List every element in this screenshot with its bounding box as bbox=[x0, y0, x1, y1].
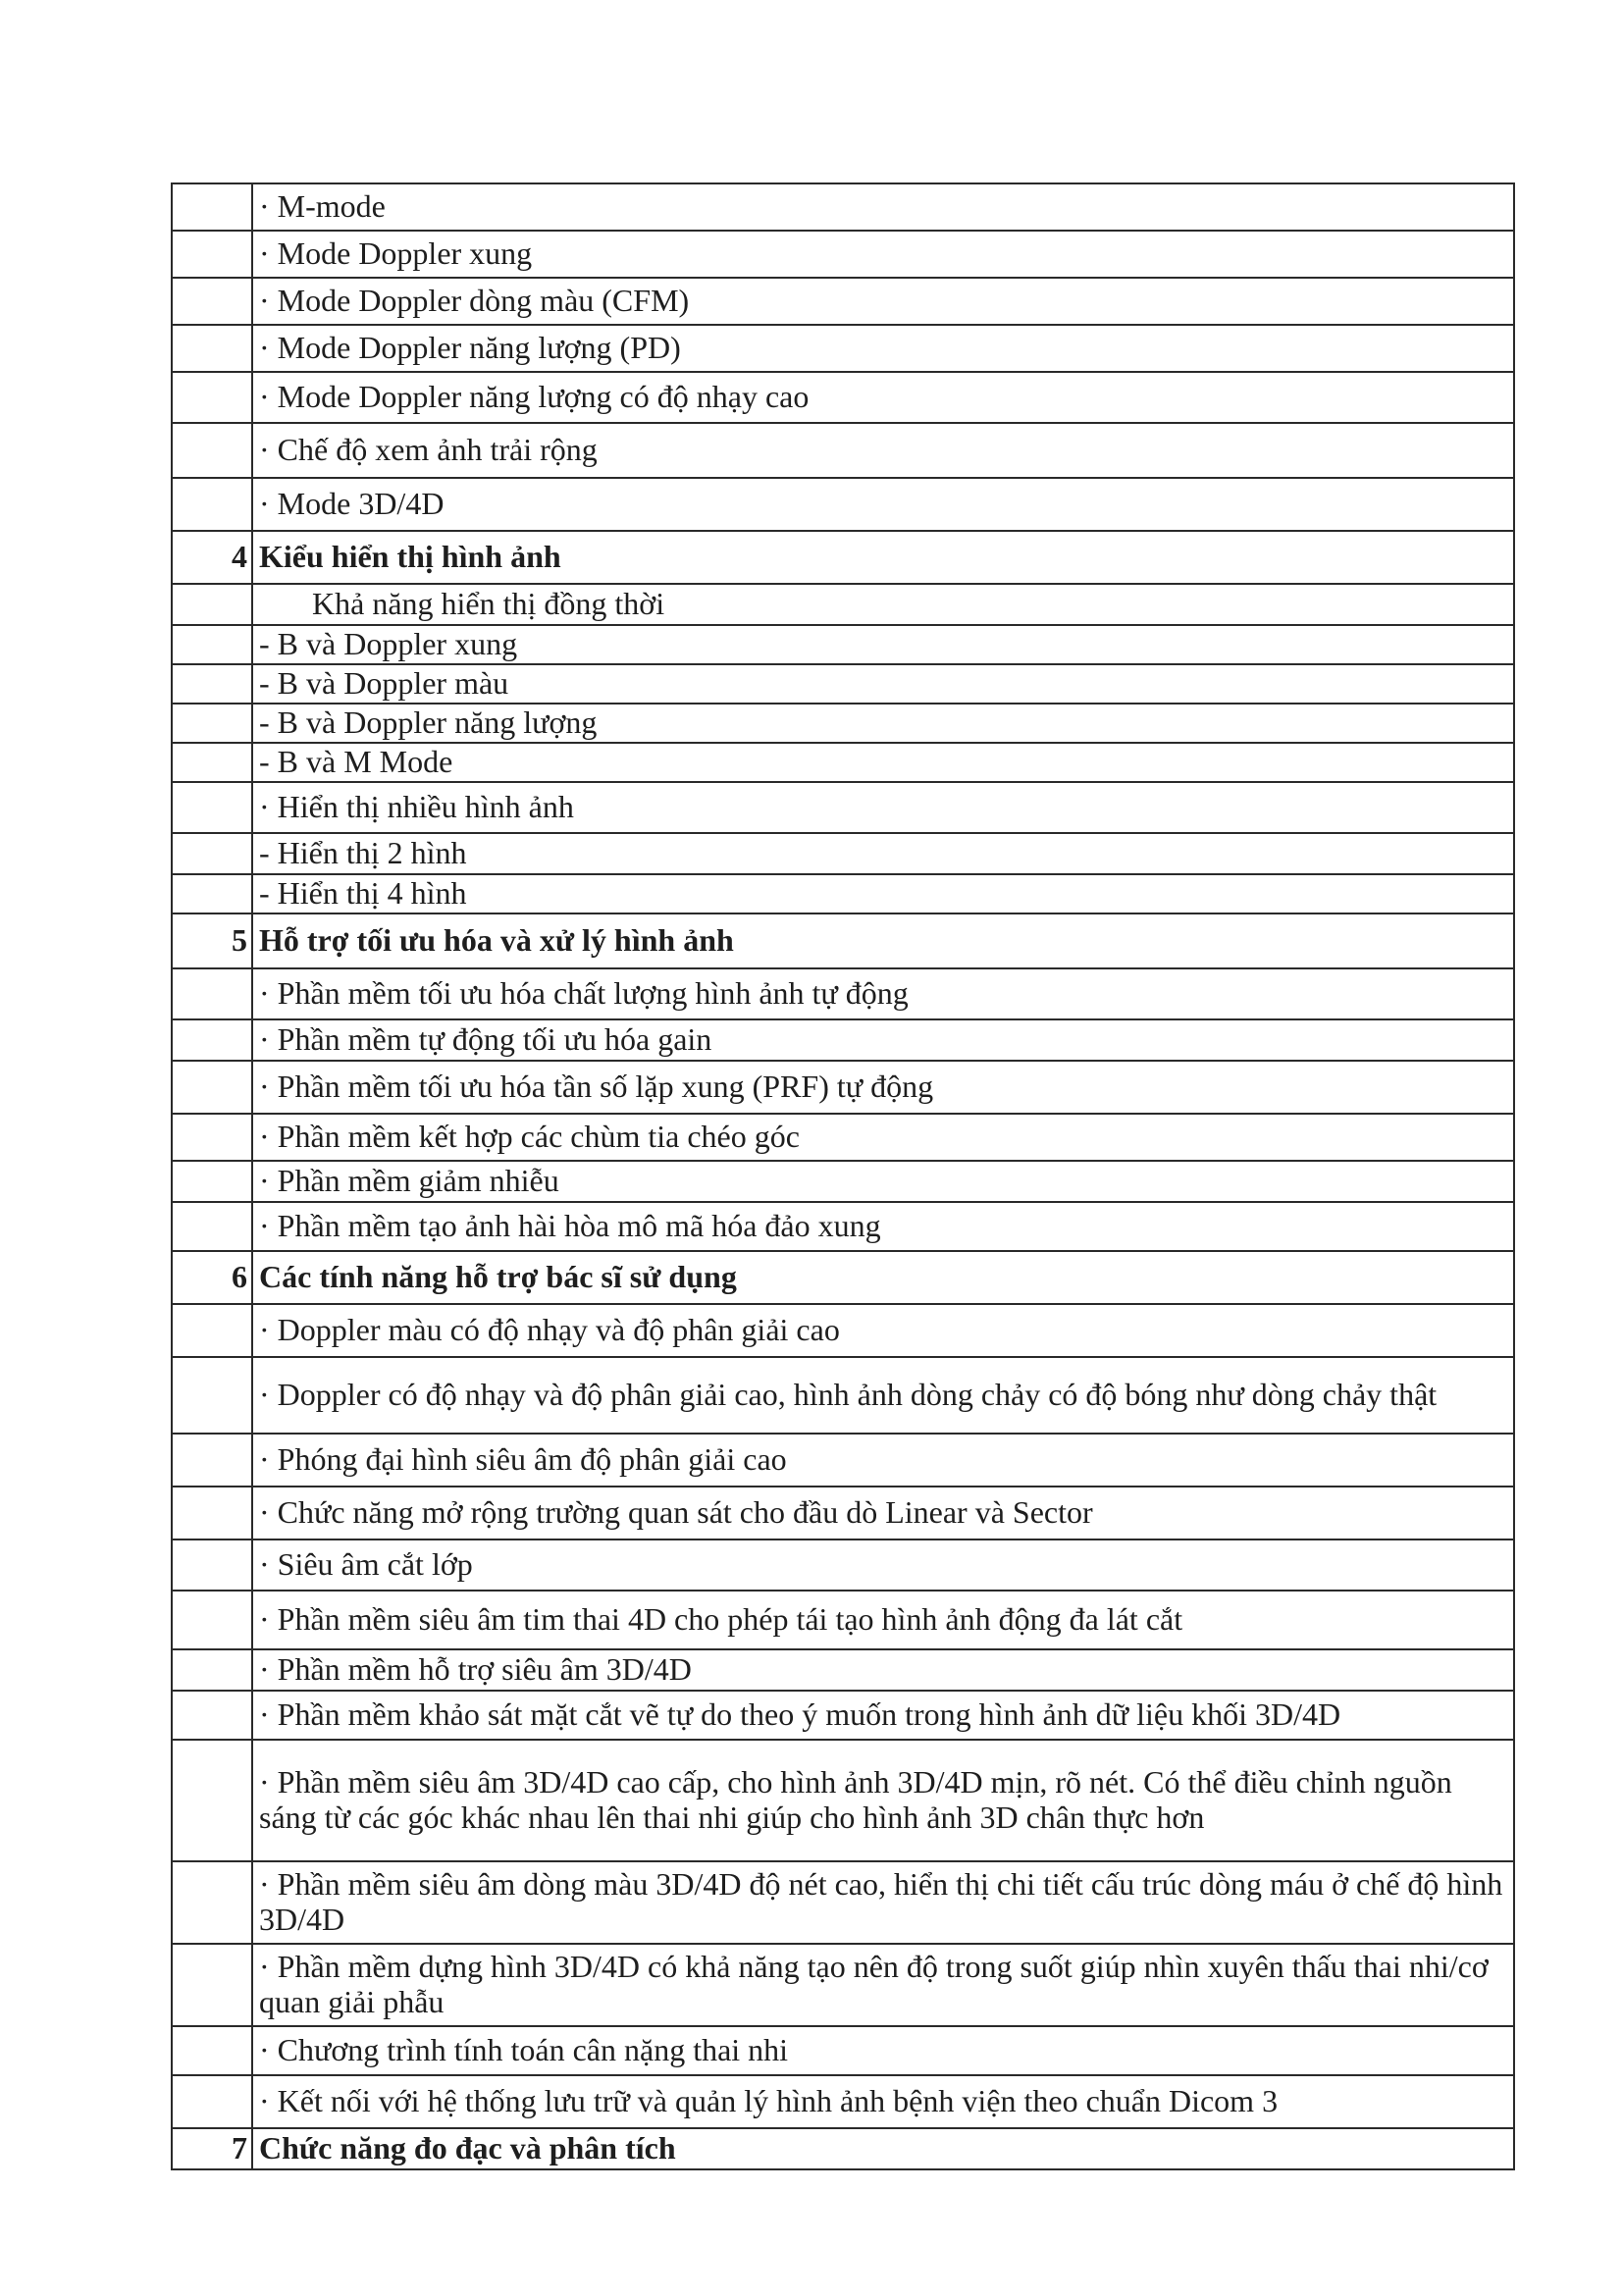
section-number bbox=[172, 1161, 252, 1202]
section-title: Chức năng đo đạc và phân tích bbox=[252, 2128, 1514, 2169]
table-row bbox=[172, 743, 1514, 782]
item-text: - B và Doppler màu bbox=[252, 664, 1514, 704]
item-text: · Chế độ xem ảnh trải rộng bbox=[252, 423, 1514, 478]
section-title: Hỗ trợ tối ưu hóa và xử lý hình ảnh bbox=[252, 913, 1514, 968]
table-row bbox=[172, 183, 1514, 231]
spec-table-body bbox=[172, 183, 1514, 2169]
table-row bbox=[172, 423, 1514, 478]
section-number bbox=[172, 325, 252, 372]
section-number: 4 bbox=[172, 531, 252, 584]
item-text: · Phần mềm siêu âm 3D/4D cao cấp, cho hình ảnh 3D/4D mịn, rõ nét. Có thể điều chỉnh nguồn sáng từ các góc khác nhau lên thai nhi giúp cho hình ảnh 3D chân thực hơn bbox=[252, 1740, 1514, 1861]
item-text: · Phần mềm khảo sát mặt cắt vẽ tự do theo ý muốn trong hình ảnh dữ liệu khối 3D/4D bbox=[252, 1691, 1514, 1740]
table-row bbox=[172, 584, 1514, 625]
section-heading-row bbox=[172, 913, 1514, 968]
table-row bbox=[172, 1357, 1514, 1434]
table-row bbox=[172, 1539, 1514, 1591]
item-text: - Hiển thị 2 hình bbox=[252, 833, 1514, 874]
section-number bbox=[172, 1114, 252, 1161]
item-text: · Mode Doppler năng lượng có độ nhạy cao bbox=[252, 372, 1514, 423]
section-number: 5 bbox=[172, 913, 252, 968]
section-number bbox=[172, 278, 252, 325]
section-number bbox=[172, 2026, 252, 2075]
item-text: Khả năng hiển thị đồng thời bbox=[252, 584, 1514, 625]
item-text: · Mode 3D/4D bbox=[252, 478, 1514, 531]
table-row bbox=[172, 1944, 1514, 2026]
section-number bbox=[172, 664, 252, 704]
section-number bbox=[172, 1861, 252, 1944]
item-text: · Phần mềm dựng hình 3D/4D có khả năng tạo nên độ trong suốt giúp nhìn xuyên thấu thai nhi/cơ quan giải phẫu bbox=[252, 1944, 1514, 2026]
item-text: · M-mode bbox=[252, 183, 1514, 231]
table-row bbox=[172, 325, 1514, 372]
section-number bbox=[172, 1591, 252, 1649]
section-number bbox=[172, 231, 252, 278]
item-text: · Hiển thị nhiều hình ảnh bbox=[252, 782, 1514, 833]
item-text: · Mode Doppler năng lượng (PD) bbox=[252, 325, 1514, 372]
section-number bbox=[172, 1487, 252, 1539]
section-number bbox=[172, 968, 252, 1019]
table-row bbox=[172, 1061, 1514, 1114]
section-number bbox=[172, 833, 252, 874]
section-number bbox=[172, 782, 252, 833]
section-number bbox=[172, 584, 252, 625]
table-row bbox=[172, 278, 1514, 325]
table-row bbox=[172, 231, 1514, 278]
item-text: · Phóng đại hình siêu âm độ phân giải cao bbox=[252, 1434, 1514, 1487]
section-number bbox=[172, 372, 252, 423]
item-text: · Phần mềm tự động tối ưu hóa gain bbox=[252, 1019, 1514, 1061]
table-row bbox=[172, 704, 1514, 743]
table-row bbox=[172, 1591, 1514, 1649]
item-text: · Phần mềm tạo ảnh hài hòa mô mã hóa đảo xung bbox=[252, 1202, 1514, 1251]
table-row bbox=[172, 1740, 1514, 1861]
item-text: · Chức năng mở rộng trường quan sát cho đầu dò Linear và Sector bbox=[252, 1487, 1514, 1539]
table-row bbox=[172, 1161, 1514, 1202]
section-number bbox=[172, 1740, 252, 1861]
item-text: · Kết nối với hệ thống lưu trữ và quản lý hình ảnh bệnh viện theo chuẩn Dicom 3 bbox=[252, 2075, 1514, 2128]
table-row bbox=[172, 1861, 1514, 1944]
table-row bbox=[172, 1114, 1514, 1161]
table-row bbox=[172, 372, 1514, 423]
item-text: · Siêu âm cắt lớp bbox=[252, 1539, 1514, 1591]
table-row bbox=[172, 1019, 1514, 1061]
section-heading-row bbox=[172, 531, 1514, 584]
table-row bbox=[172, 478, 1514, 531]
section-number bbox=[172, 1944, 252, 2026]
section-heading-row bbox=[172, 1251, 1514, 1304]
section-number bbox=[172, 1019, 252, 1061]
item-text: · Phần mềm hỗ trợ siêu âm 3D/4D bbox=[252, 1649, 1514, 1691]
section-number bbox=[172, 704, 252, 743]
table-row bbox=[172, 1649, 1514, 1691]
section-number bbox=[172, 874, 252, 913]
section-number bbox=[172, 1304, 252, 1357]
item-text: · Phần mềm siêu âm tim thai 4D cho phép tái tạo hình ảnh động đa lát cắt bbox=[252, 1591, 1514, 1649]
table-row bbox=[172, 2026, 1514, 2075]
section-number: 7 bbox=[172, 2128, 252, 2169]
item-text: · Doppler có độ nhạy và độ phân giải cao, hình ảnh dòng chảy có độ bóng như dòng chảy thật bbox=[252, 1357, 1514, 1434]
table-row bbox=[172, 833, 1514, 874]
section-number bbox=[172, 1202, 252, 1251]
table-row bbox=[172, 2075, 1514, 2128]
section-title: Kiểu hiển thị hình ảnh bbox=[252, 531, 1514, 584]
item-text: · Phần mềm siêu âm dòng màu 3D/4D độ nét cao, hiển thị chi tiết cấu trúc dòng máu ở chế độ hình 3D/4D bbox=[252, 1861, 1514, 1944]
item-text: - Hiển thị 4 hình bbox=[252, 874, 1514, 913]
spec-table bbox=[171, 183, 1515, 2170]
table-row bbox=[172, 1691, 1514, 1740]
section-number bbox=[172, 1649, 252, 1691]
table-row bbox=[172, 1487, 1514, 1539]
item-text: - B và Doppler xung bbox=[252, 625, 1514, 664]
item-text: · Phần mềm tối ưu hóa chất lượng hình ảnh tự động bbox=[252, 968, 1514, 1019]
section-number bbox=[172, 183, 252, 231]
table-row bbox=[172, 968, 1514, 1019]
table-row bbox=[172, 1202, 1514, 1251]
section-number bbox=[172, 1434, 252, 1487]
table-row bbox=[172, 782, 1514, 833]
section-number bbox=[172, 743, 252, 782]
table-row bbox=[172, 625, 1514, 664]
item-text: - B và M Mode bbox=[252, 743, 1514, 782]
section-heading-row bbox=[172, 2128, 1514, 2169]
item-text: · Chương trình tính toán cân nặng thai nhi bbox=[252, 2026, 1514, 2075]
table-row bbox=[172, 1304, 1514, 1357]
section-number bbox=[172, 1539, 252, 1591]
section-title: Các tính năng hỗ trợ bác sĩ sử dụng bbox=[252, 1251, 1514, 1304]
section-number bbox=[172, 478, 252, 531]
item-text: · Mode Doppler xung bbox=[252, 231, 1514, 278]
item-text: · Phần mềm giảm nhiễu bbox=[252, 1161, 1514, 1202]
table-row bbox=[172, 1434, 1514, 1487]
section-number bbox=[172, 1061, 252, 1114]
section-number bbox=[172, 423, 252, 478]
section-number bbox=[172, 1357, 252, 1434]
item-text: · Phần mềm kết hợp các chùm tia chéo góc bbox=[252, 1114, 1514, 1161]
section-number bbox=[172, 1691, 252, 1740]
table-row bbox=[172, 664, 1514, 704]
section-number bbox=[172, 2075, 252, 2128]
table-row bbox=[172, 874, 1514, 913]
item-text: · Mode Doppler dòng màu (CFM) bbox=[252, 278, 1514, 325]
item-text: · Phần mềm tối ưu hóa tần số lặp xung (PRF) tự động bbox=[252, 1061, 1514, 1114]
section-number: 6 bbox=[172, 1251, 252, 1304]
section-number bbox=[172, 625, 252, 664]
item-text: · Doppler màu có độ nhạy và độ phân giải cao bbox=[252, 1304, 1514, 1357]
item-text: - B và Doppler năng lượng bbox=[252, 704, 1514, 743]
